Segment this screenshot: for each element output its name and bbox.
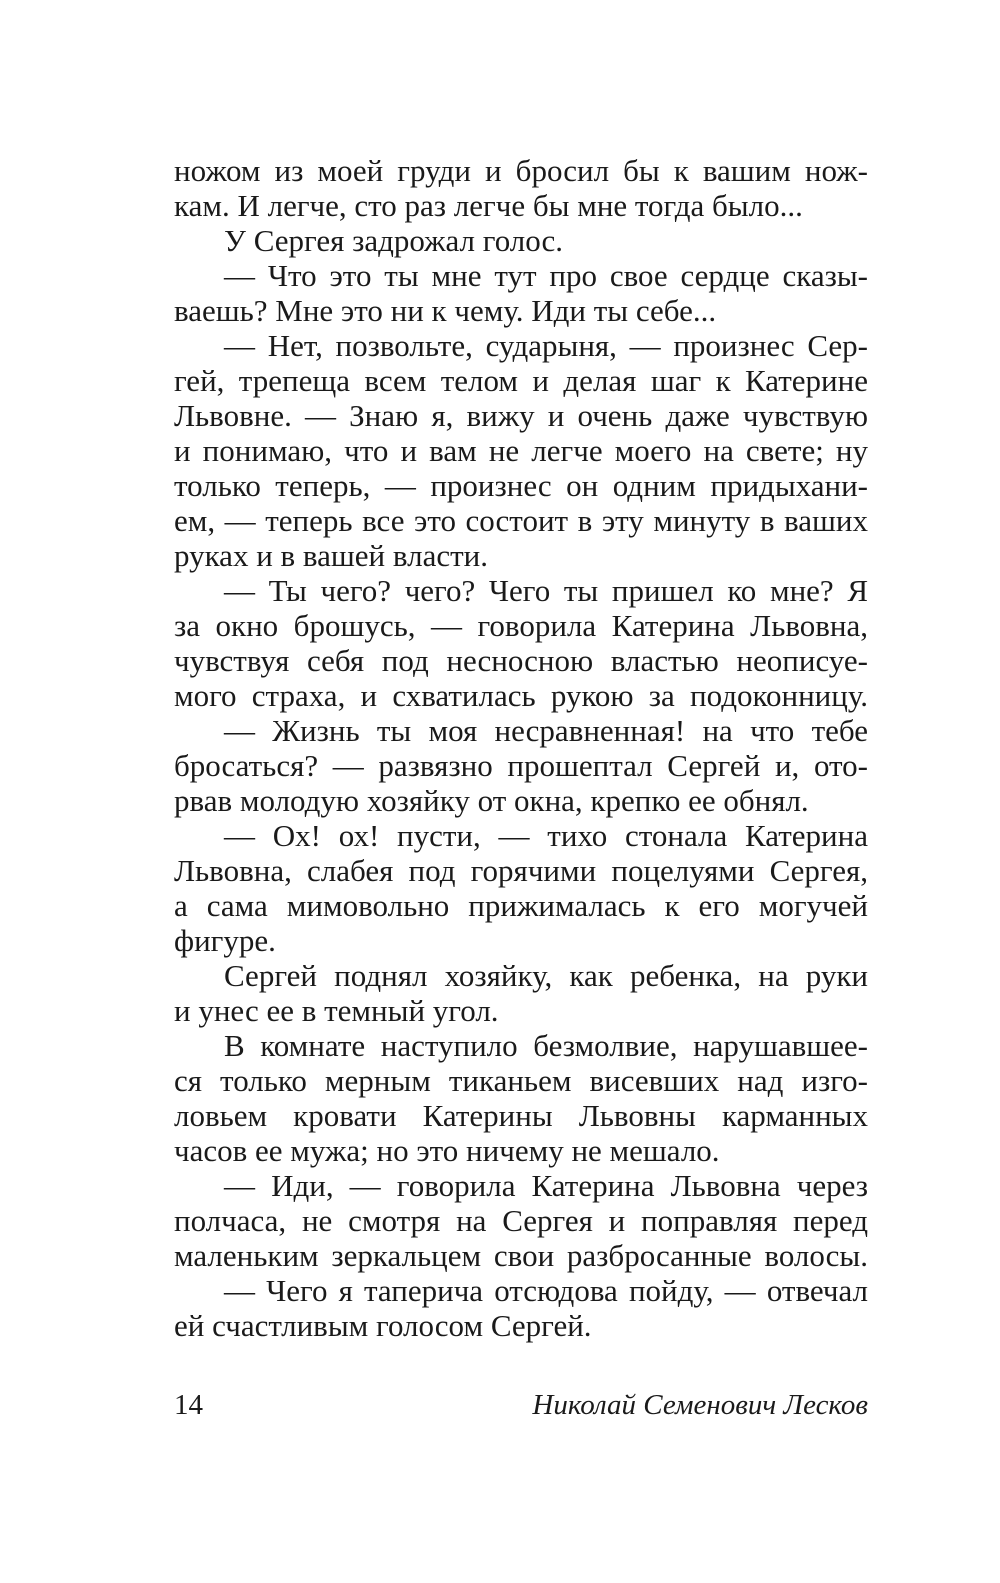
text-line: Львовне. — Знаю я, вижу и очень даже чувствую <box>174 398 868 433</box>
text-line: полчаса, не смотря на Сергея и поправляя перед <box>174 1203 868 1238</box>
running-footer-author: Николай Семенович Лесков <box>532 1389 868 1421</box>
text-line: У Сергея задрожал голос. <box>224 223 564 258</box>
text-line: часов ее мужа; но это ничему не мешало. <box>174 1133 720 1168</box>
text-line: мого страха, и схватилась рукою за подоконницу. <box>174 678 868 713</box>
text-line: — Что это ты мне тут про свое сердце сказы- <box>224 258 868 293</box>
text-line: — Чего я таперича отсюдова пойду, — отвечал <box>224 1273 868 1308</box>
text-line: фигуре. <box>174 923 276 958</box>
text-line: — Нет, позвольте, сударыня, — произнес Сер- <box>224 328 868 363</box>
text-line: — Жизнь ты моя несравненная! на что тебе <box>224 713 868 748</box>
text-line: за окно брошусь, — говорила Катерина Львовна, <box>174 608 868 643</box>
text-line: ваешь? Мне это ни к чему. Иди ты себе... <box>174 293 717 328</box>
text-line: руках и в вашей власти. <box>174 538 488 573</box>
text-line: кам. И легче, сто раз легче бы мне тогда было... <box>174 188 803 223</box>
text-line: ся только мерным тиканьем висевших над изго- <box>174 1063 868 1098</box>
text-line: и унес ее в темный угол. <box>174 993 499 1028</box>
text-line: — Иди, — говорила Катерина Львовна через <box>224 1168 868 1203</box>
text-line: ловьем кровати Катерины Львовны карманных <box>174 1098 868 1133</box>
text-line: а сама мимовольно прижималась к его могучей <box>174 888 868 923</box>
body-text <box>174 153 868 1343</box>
text-line: — Ох! ох! пусти, — тихо стонала Катерина <box>224 818 868 853</box>
text-line: гей, трепеща всем телом и делая шаг к Катерине <box>174 363 868 398</box>
text-line: маленьким зеркальцем свои разбросанные волосы. <box>174 1238 868 1273</box>
text-line: бросаться? — развязно прошептал Сергей и, ото- <box>174 748 868 783</box>
text-line: Сергей поднял хозяйку, как ребенка, на руки <box>224 958 868 993</box>
text-line: ей счастливым голосом Сергей. <box>174 1308 592 1343</box>
text-line: и понимаю, что и вам не легче моего на свете; ну <box>174 433 868 468</box>
text-line: ем, — теперь все это состоит в эту минуту в ваших <box>174 503 868 538</box>
text-line: чувствуя себя под несносною властью неописуе- <box>174 643 868 678</box>
text-line: Львовна, слабея под горячими поцелуями Сергея, <box>174 853 868 888</box>
page-number: 14 <box>174 1389 203 1421</box>
text-line: только теперь, — произнес он одним придыхани- <box>174 468 868 503</box>
text-line: — Ты чего? чего? Чего ты пришел ко мне? Я <box>224 573 868 608</box>
text-line: ножом из моей груди и бросил бы к вашим нож- <box>174 153 868 188</box>
text-line: В комнате наступило безмолвие, нарушавшее- <box>224 1028 868 1063</box>
text-line: рвав молодую хозяйку от окна, крепко ее обнял. <box>174 783 809 818</box>
